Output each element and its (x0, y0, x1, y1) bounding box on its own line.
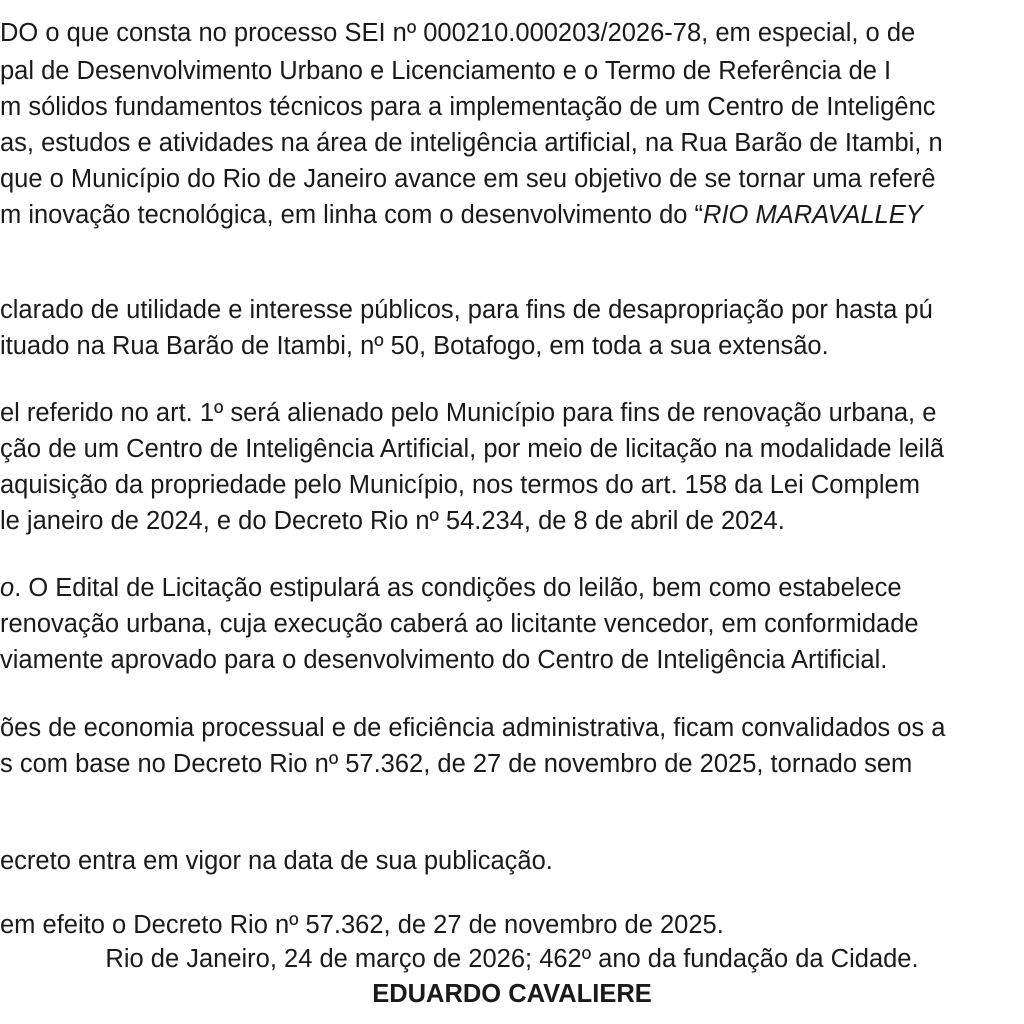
art1-line-2: ituado na Rua Barão de Itambi, nº 50, Botafogo, em toda a sua extensão. (0, 332, 829, 360)
art4-line-1: ecreto entra em vigor na data de sua publicação. (0, 847, 553, 875)
considerando-line-5: que o Município do Rio de Janeiro avance em seu objetivo de se tornar uma referê (0, 165, 936, 193)
art2-line-1: el referido no art. 1º será alienado pelo Município para fins de renovação urbana, e (0, 399, 937, 427)
paragrafo-line-1-text: . O Edital de Licitação estipulará as condições do leilão, bem como estabelece (14, 574, 902, 602)
paragrafo-italic-fragment: o (0, 574, 15, 602)
paragrafo-line-2: renovação urbana, cuja execução caberá ao licitante vencedor, em conformidade (0, 610, 919, 638)
considerando-line-3: m sólidos fundamentos técnicos para a implementação de um Centro de Inteligênc (0, 93, 936, 121)
considerando-line-1: DO o que consta no processo SEI nº 000210.000203/2026-78, em especial, o de (0, 19, 916, 47)
art3-line-2: s com base no Decreto Rio nº 57.362, de 27 de novembro de 2025, tornado sem (0, 750, 913, 778)
considerando-line-6 (0, 199, 923, 231)
art3-line-1: ões de economia processual e de eficiência administrativa, ficam convalidados os a (0, 714, 946, 742)
date-line: Rio de Janeiro, 24 de março de 2026; 462º ano da fundação da Cidade. (105, 945, 919, 973)
paragrafo-line-1 (0, 572, 902, 604)
art2-line-3: aquisição da propriedade pelo Município, nos termos do art. 158 da Lei Complem (0, 471, 920, 499)
signature: EDUARDO CAVALIERE (372, 980, 652, 1008)
art1-line-1: clarado de utilidade e interesse públicos, para fins de desapropriação por hasta pú (0, 296, 933, 324)
considerando-line-4: as, estudos e atividades na área de inteligência artificial, na Rua Barão de Itambi, n (0, 129, 943, 157)
revoga-line-1: em efeito o Decreto Rio nº 57.362, de 27 de novembro de 2025. (0, 911, 724, 939)
rio-maravalley-italic: RIO MARAVALLEY (703, 201, 923, 229)
art2-line-2: ção de um Centro de Inteligência Artificial, por meio de licitação na modalidade leilã (0, 435, 945, 463)
considerando-line-2: pal de Desenvolvimento Urbano e Licenciamento e o Termo de Referência de I (0, 57, 892, 85)
art2-line-4: le janeiro de 2024, e do Decreto Rio nº 54.234, de 8 de abril de 2024. (0, 507, 785, 535)
considerando-line-6-text: m inovação tecnológica, em linha com o desenvolvimento do “ (0, 201, 704, 229)
paragrafo-line-3: viamente aprovado para o desenvolvimento do Centro de Inteligência Artificial. (0, 646, 888, 674)
